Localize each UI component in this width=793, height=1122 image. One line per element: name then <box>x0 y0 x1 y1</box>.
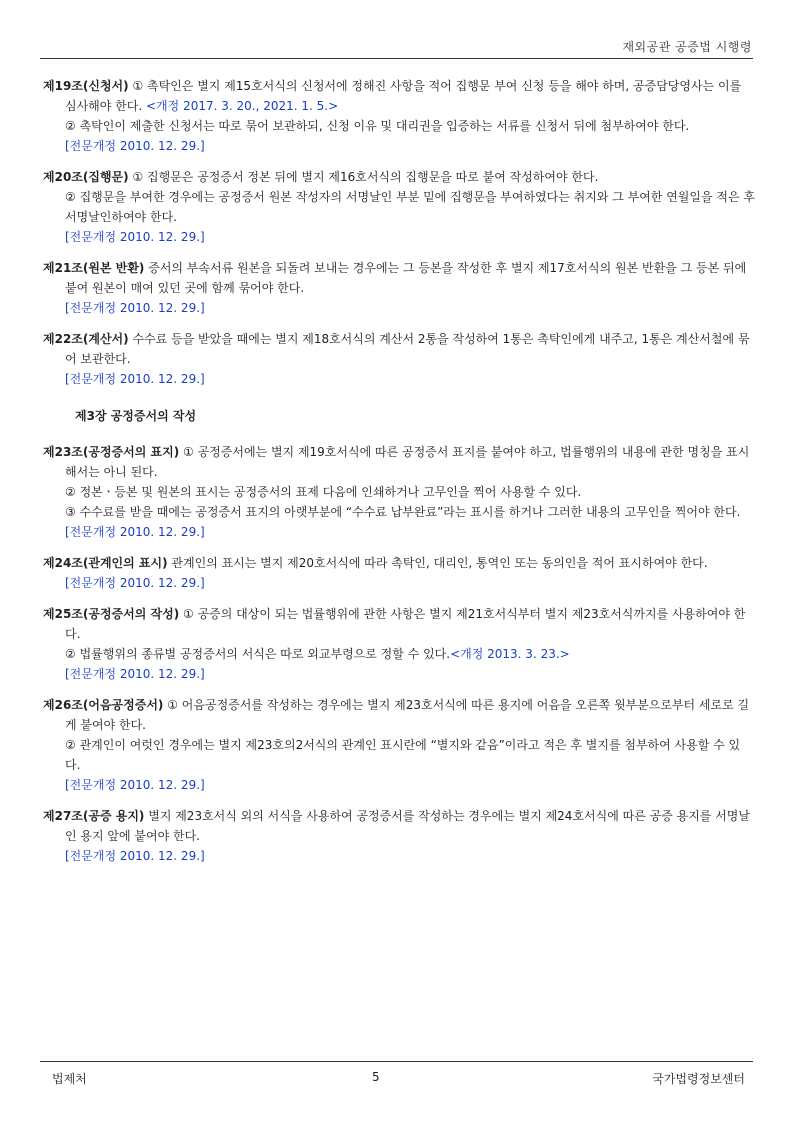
amendment-note: <개정 2017. 3. 20., 2021. 1. 5.> <box>146 99 339 113</box>
sub-paragraph-text: ② 법률행위의 종류별 공정증서의 서식은 따로 외교부령으로 정할 수 있다. <box>65 647 451 661</box>
article-block <box>43 442 755 542</box>
article-block <box>43 695 755 795</box>
article-text: 증서의 부속서류 원본을 되돌려 보내는 경우에는 그 등본을 작성한 후 별지 제17호서식의 원본 반환을 그 등본 뒤에 붙여 원본이 매여 있던 곳에 함께 묶어야 한다. <box>65 261 747 295</box>
article-title: (계산서) <box>82 332 129 346</box>
footer-source: 국가법령정보센터 <box>652 1072 745 1086</box>
footer-publisher: 법제처 <box>52 1072 87 1086</box>
revision-note: [전문개정 2010. 12. 29.] <box>65 525 205 539</box>
article-text: 수수료 등을 받았을 때에는 별지 제18호서식의 계산서 2통을 작성하여 1통은 촉탁인에게 내주고, 1통은 계산서철에 묶어 보관한다. <box>65 332 750 366</box>
article-text: ① 공정증서에는 별지 제19호서식에 따른 공정증서 표지를 붙여야 하고, 법률행위의 내용에 관한 명칭을 표시해서는 아니 된다. <box>65 445 750 479</box>
article-sub-paragraph <box>43 482 755 502</box>
article-block <box>43 167 755 247</box>
article-block <box>43 806 755 866</box>
article-title: (공증 용지) <box>82 809 145 823</box>
article-text: ① 촉탁인은 별지 제15호서식의 신청서에 정해진 사항을 적어 집행문 부여 신청 등을 해야 하며, 공증담당영사는 이를 심사해야 한다. <box>65 79 742 113</box>
article-block <box>43 76 755 156</box>
revision-note: [전문개정 2010. 12. 29.] <box>65 139 205 153</box>
document-header-title: 재외공관 공증법 시행령 <box>622 40 752 54</box>
sub-paragraph-text: ② 관계인이 여럿인 경우에는 별지 제23호의2서식의 관계인 표시란에 “별지와 같음”이라고 적은 후 별지를 첨부하여 사용할 수 있다. <box>65 738 741 772</box>
sub-paragraph-text: ② 촉탁인이 제출한 신청서는 따로 묶어 보관하되, 신청 이유 및 대리권을 입증하는 서류를 신청서 뒤에 첨부하여야 한다. <box>65 119 690 133</box>
revision-note: [전문개정 2010. 12. 29.] <box>65 230 205 244</box>
article-title: (원본 반환) <box>82 261 145 275</box>
article-number: 제21조 <box>43 261 83 275</box>
article-sub-paragraph <box>43 735 755 775</box>
articles-group-chapter2 <box>43 76 755 389</box>
sub-paragraph-text: ② 정본ㆍ등본 및 원본의 표시는 공정증서의 표제 다음에 인쇄하거나 고무인을 찍어 사용할 수 있다. <box>65 485 582 499</box>
articles-group-chapter3 <box>43 442 755 866</box>
footer-divider <box>40 1061 753 1062</box>
article-block <box>43 258 755 318</box>
header-divider <box>40 58 753 59</box>
revision-note: [전문개정 2010. 12. 29.] <box>65 372 205 386</box>
amendment-note: <개정 2013. 3. 23.> <box>450 647 570 661</box>
article-first-paragraph <box>43 553 755 573</box>
article-text: ① 집행문은 공정증서 정본 뒤에 별지 제16호서식의 집행문을 따로 붙여 작성하여야 한다. <box>128 170 599 184</box>
article-number: 제22조 <box>43 332 83 346</box>
article-block <box>43 604 755 684</box>
article-first-paragraph <box>43 695 755 735</box>
article-first-paragraph <box>43 806 755 846</box>
article-number: 제19조 <box>43 79 83 93</box>
chapter-heading: 제3장 공정증서의 작성 <box>75 409 197 423</box>
article-sub-paragraph <box>43 644 755 664</box>
article-number: 제24조 <box>43 556 83 570</box>
article-title: (관계인의 표시) <box>82 556 168 570</box>
article-first-paragraph <box>43 76 755 116</box>
article-number: 제23조 <box>43 445 83 459</box>
article-title: (공정증서의 표지) <box>82 445 180 459</box>
article-title: (신청서) <box>82 79 129 93</box>
article-number: 제20조 <box>43 170 83 184</box>
article-text: 별지 제23호서식 외의 서식을 사용하여 공정증서를 작성하는 경우에는 별지 제24호서식에 따른 공증 용지를 서명날인 용지 앞에 붙여야 한다. <box>65 809 750 843</box>
article-title: (공정증서의 작성) <box>82 607 180 621</box>
article-sub-paragraph <box>43 502 755 522</box>
article-sub-paragraph <box>43 116 755 136</box>
article-number: 제27조 <box>43 809 83 823</box>
revision-note: [전문개정 2010. 12. 29.] <box>65 849 205 863</box>
revision-note: [전문개정 2010. 12. 29.] <box>65 667 205 681</box>
article-text: ① 공증의 대상이 되는 법률행위에 관한 사항은 별지 제21호서식부터 별지 제23호서식까지를 사용하여야 한다. <box>65 607 746 641</box>
article-sub-paragraph <box>43 187 755 227</box>
document-body <box>43 76 755 877</box>
article-title: (어음공정증서) <box>82 698 164 712</box>
revision-note: [전문개정 2010. 12. 29.] <box>65 301 205 315</box>
article-first-paragraph <box>43 604 755 644</box>
sub-paragraph-text: ② 집행문을 부여한 경우에는 공정증서 원본 작성자의 서명날인 부분 밑에 집행문을 부여하였다는 취지와 그 부여한 연월일을 적은 후 서명날인하여야 한다. <box>65 190 755 224</box>
revision-note: [전문개정 2010. 12. 29.] <box>65 778 205 792</box>
page-number: 5 <box>372 1070 380 1084</box>
article-number: 제26조 <box>43 698 83 712</box>
article-number: 제25조 <box>43 607 83 621</box>
article-first-paragraph <box>43 442 755 482</box>
article-first-paragraph <box>43 167 755 187</box>
article-text: 관계인의 표시는 별지 제20호서식에 따라 촉탁인, 대리인, 통역인 또는 동의인을 적어 표시하여야 한다. <box>167 556 708 570</box>
article-first-paragraph <box>43 258 755 298</box>
revision-note: [전문개정 2010. 12. 29.] <box>65 576 205 590</box>
article-block <box>43 329 755 389</box>
article-text: ① 어음공정증서를 작성하는 경우에는 별지 제23호서식에 따른 용지에 어음을 오른쪽 윗부분으로부터 세로로 길게 붙여야 한다. <box>65 698 750 732</box>
article-block <box>43 553 755 593</box>
article-title: (집행문) <box>82 170 129 184</box>
sub-paragraph-text: ③ 수수료를 받을 때에는 공정증서 표지의 아랫부분에 “수수료 납부완료”라는 표시를 하거나 그러한 내용의 고무인을 찍어야 한다. <box>65 505 741 519</box>
article-first-paragraph <box>43 329 755 369</box>
